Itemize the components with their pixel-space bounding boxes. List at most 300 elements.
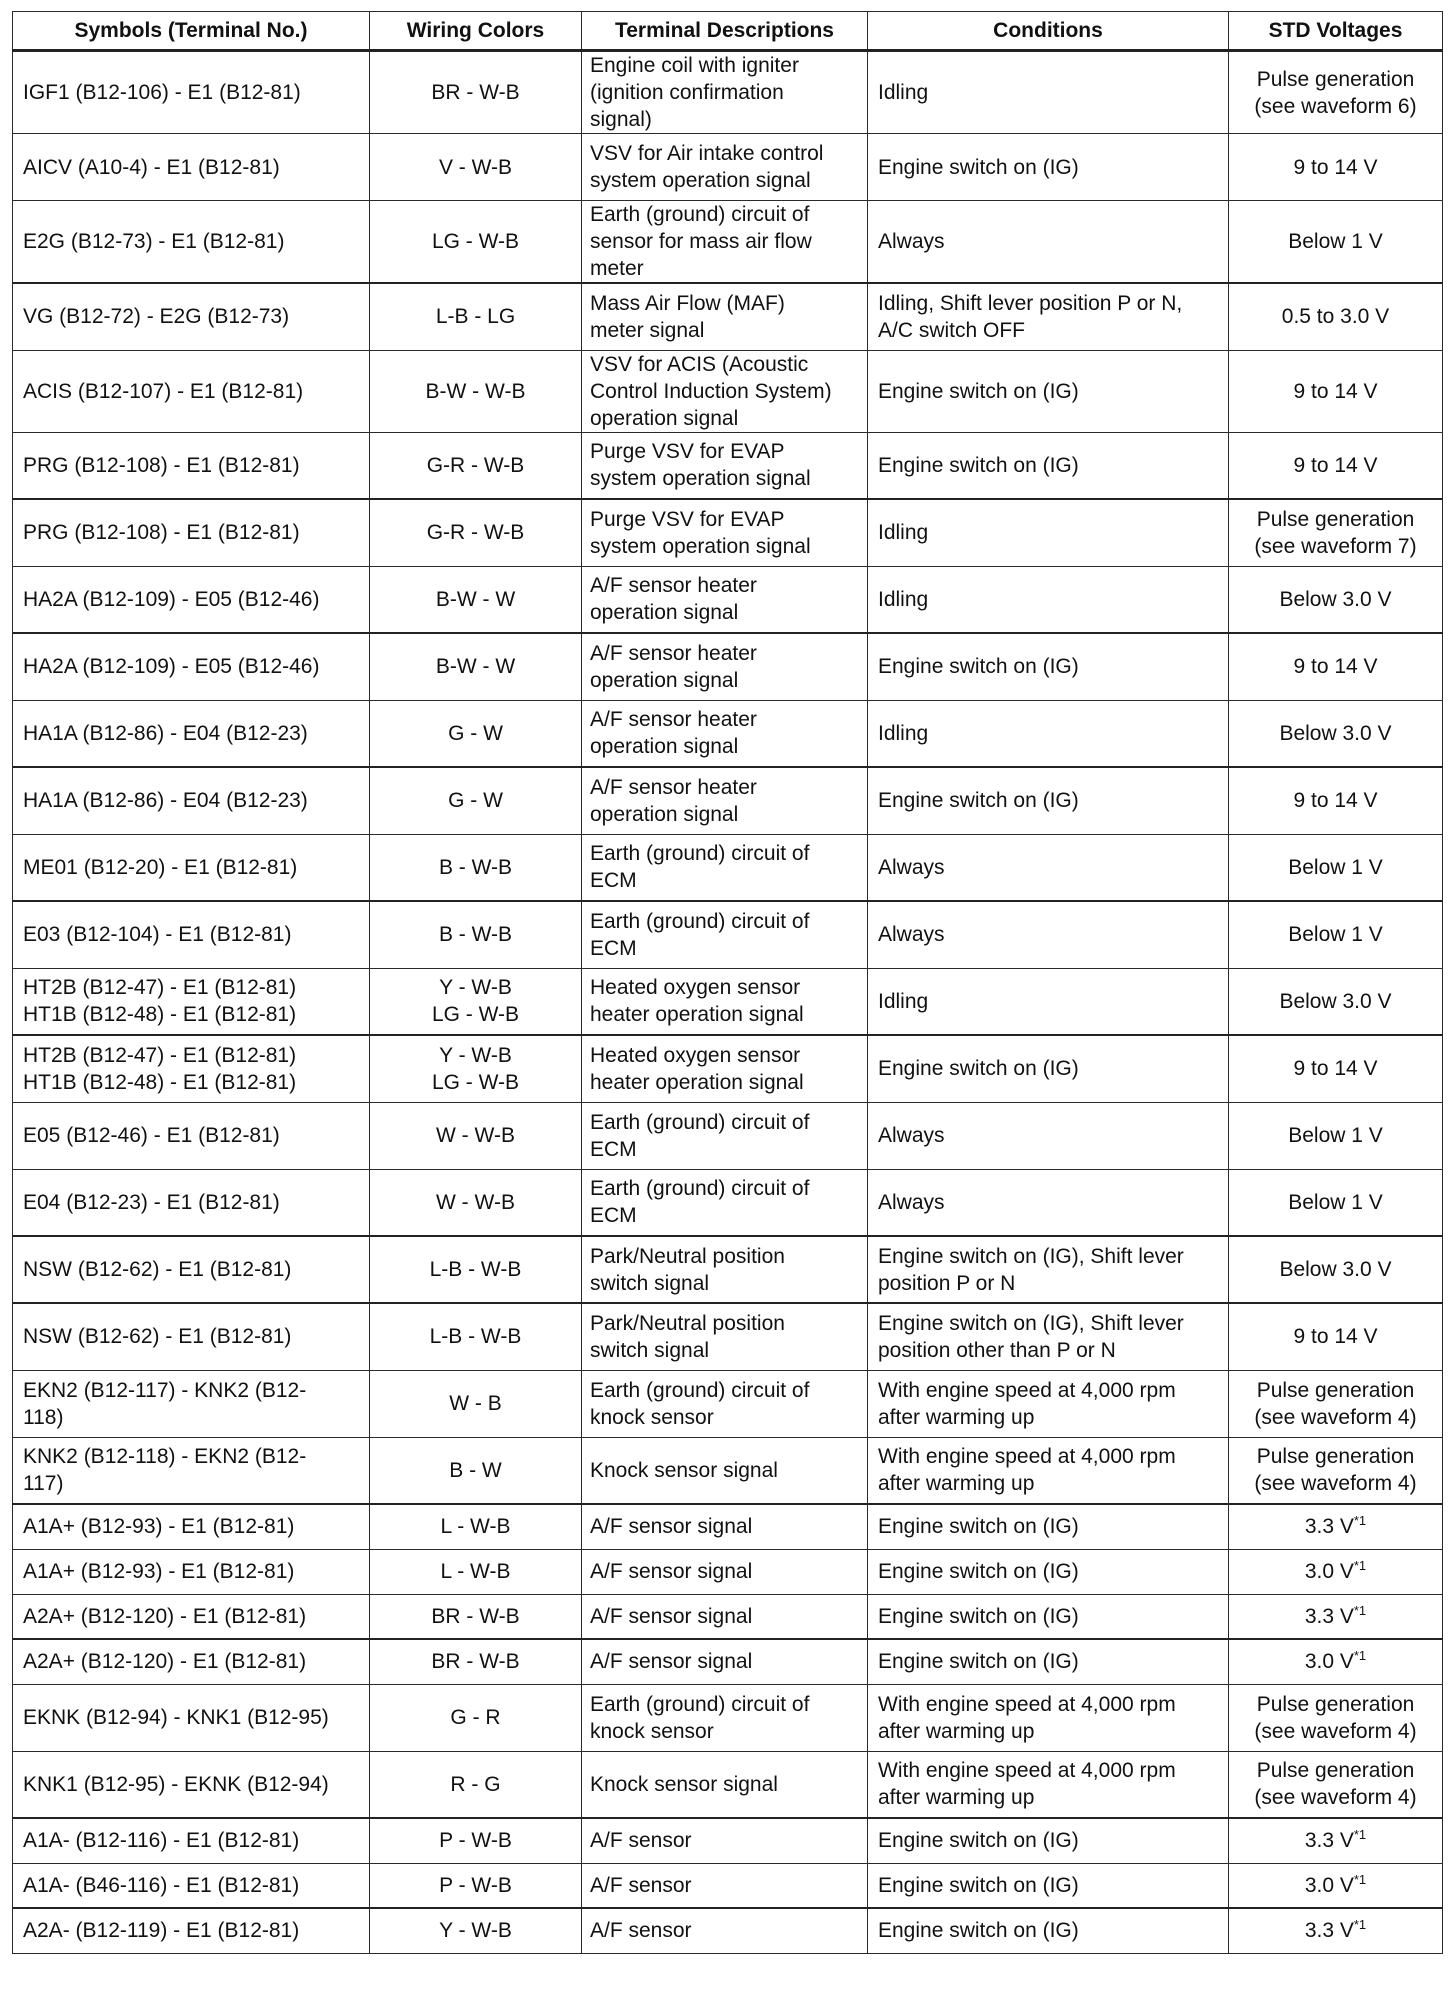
cell-std-voltage bbox=[1229, 968, 1443, 1035]
cell-symbol-line: EKN2 (B12-117) - KNK2 (B12- bbox=[23, 1378, 307, 1402]
cell-conditions-line: after warming up bbox=[878, 1472, 1035, 1496]
cell-std-voltage-line: 0.5 to 3.0 V bbox=[1281, 305, 1390, 329]
cell-symbol bbox=[13, 633, 370, 700]
cell-std-voltage bbox=[1229, 566, 1443, 633]
cell-conditions bbox=[868, 566, 1229, 633]
cell-symbol-line: HA1A (B12-86) - E04 (B12-23) bbox=[23, 721, 308, 745]
cell-wiring-colors bbox=[370, 1594, 582, 1639]
cell-wiring-colors bbox=[370, 1863, 582, 1908]
table-row bbox=[13, 1035, 1443, 1102]
cell-description bbox=[582, 633, 868, 700]
cell-std-voltage bbox=[1229, 1818, 1443, 1863]
cell-conditions bbox=[868, 350, 1229, 432]
cell-symbol bbox=[13, 1169, 370, 1236]
cell-description bbox=[582, 1035, 868, 1102]
cell-description-line: operation signal bbox=[590, 601, 739, 625]
cell-description-line: Purge VSV for EVAP bbox=[590, 507, 785, 531]
table-row bbox=[13, 901, 1443, 968]
cell-conditions bbox=[868, 1751, 1229, 1818]
cell-symbol bbox=[13, 834, 370, 901]
cell-description bbox=[582, 51, 868, 134]
cell-wiring-colors-line: BR - W-B bbox=[431, 81, 520, 104]
cell-wiring-colors-line: Y - W-B bbox=[439, 1043, 512, 1067]
cell-conditions-line: Engine switch on (IG) bbox=[878, 655, 1079, 679]
voltage-value: 3.3 V bbox=[1304, 1515, 1354, 1539]
cell-wiring-colors-line: B-W - W bbox=[435, 587, 516, 611]
cell-description-line: A/F sensor signal bbox=[590, 1650, 753, 1674]
cell-conditions-line: Always bbox=[878, 230, 945, 253]
cell-std-voltage-line: 9 to 14 V bbox=[1293, 379, 1378, 403]
cell-description-line: heater operation signal bbox=[590, 1070, 804, 1094]
cell-wiring-colors-line: BR - W-B bbox=[431, 1604, 520, 1628]
cell-description bbox=[582, 134, 868, 201]
cell-description-line: switch signal bbox=[590, 1271, 710, 1295]
table-row bbox=[13, 1236, 1443, 1303]
cell-symbol bbox=[13, 1684, 370, 1751]
cell-conditions bbox=[868, 1102, 1229, 1169]
cell-std-voltage bbox=[1229, 1303, 1443, 1370]
cell-conditions bbox=[868, 432, 1229, 499]
cell-description bbox=[582, 350, 868, 432]
cell-symbol-line: A2A+ (B12-120) - E1 (B12-81) bbox=[23, 1604, 307, 1628]
cell-wiring-colors bbox=[370, 432, 582, 499]
cell-std-voltage-line: 9 to 14 V bbox=[1293, 453, 1378, 477]
cell-symbol-line: HT1B (B12-48) - E1 (B12-81) bbox=[23, 1003, 297, 1027]
cell-std-voltage bbox=[1229, 901, 1443, 968]
cell-wiring-colors-line: L-B - LG bbox=[435, 305, 516, 329]
cell-conditions-line: A/C switch OFF bbox=[878, 318, 1026, 342]
cell-description bbox=[582, 1303, 868, 1370]
footnote-marker: *1 bbox=[1353, 1513, 1367, 1529]
cell-wiring-colors-line: V - W-B bbox=[438, 155, 513, 179]
cell-symbol bbox=[13, 1549, 370, 1594]
cell-conditions-line: Always bbox=[878, 1190, 945, 1214]
cell-std-voltage bbox=[1229, 1370, 1443, 1437]
cell-conditions-line: Idling bbox=[878, 721, 929, 745]
cell-wiring-colors-line: P - W-B bbox=[439, 1829, 512, 1853]
cell-std-voltage-line: Below 3.0 V bbox=[1279, 721, 1392, 745]
cell-conditions bbox=[868, 1035, 1229, 1102]
cell-std-voltage-line: (see waveform 4) bbox=[1254, 1786, 1417, 1810]
cell-description-line: (ignition confirmation bbox=[590, 81, 784, 104]
cell-wiring-colors-line: LG - W-B bbox=[431, 230, 520, 253]
cell-wiring-colors bbox=[370, 1102, 582, 1169]
cell-std-voltage-line: Pulse generation bbox=[1256, 1378, 1415, 1402]
footnote-marker: *1 bbox=[1353, 1648, 1367, 1664]
cell-description-line: operation signal bbox=[590, 668, 739, 692]
cell-description bbox=[582, 1908, 868, 1953]
cell-conditions bbox=[868, 499, 1229, 566]
cell-symbol-line: KNK2 (B12-118) - EKN2 (B12- bbox=[23, 1445, 307, 1469]
cell-conditions-line: Always bbox=[878, 855, 945, 879]
cell-symbol-line: NSW (B12-62) - E1 (B12-81) bbox=[23, 1325, 292, 1349]
cell-description bbox=[582, 201, 868, 284]
cell-description bbox=[582, 1751, 868, 1818]
table-row bbox=[13, 51, 1443, 134]
cell-description-line: VSV for Air intake control bbox=[590, 142, 824, 165]
cell-std-voltage bbox=[1229, 1639, 1443, 1684]
cell-wiring-colors bbox=[370, 1684, 582, 1751]
cell-description-line: A/F sensor signal bbox=[590, 1604, 753, 1628]
cell-symbol bbox=[13, 700, 370, 767]
cell-description bbox=[582, 1639, 868, 1684]
cell-conditions-line: Idling bbox=[878, 989, 929, 1013]
cell-symbol bbox=[13, 901, 370, 968]
footnote-marker: *1 bbox=[1353, 1917, 1367, 1933]
cell-std-voltage-line bbox=[1239, 1827, 1432, 1854]
cell-std-voltage-line: (see waveform 4) bbox=[1254, 1405, 1417, 1429]
cell-std-voltage-line: Pulse generation bbox=[1256, 67, 1415, 91]
table-row bbox=[13, 834, 1443, 901]
cell-description-line: ECM bbox=[590, 936, 637, 960]
cell-symbol-line: E2G (B12-73) - E1 (B12-81) bbox=[23, 230, 285, 253]
cell-description bbox=[582, 834, 868, 901]
cell-description-line: A/F sensor bbox=[590, 1919, 692, 1943]
cell-symbol-line: PRG (B12-108) - E1 (B12-81) bbox=[23, 453, 300, 477]
table-row bbox=[13, 1751, 1443, 1818]
cell-std-voltage-line bbox=[1239, 1872, 1432, 1899]
cell-std-voltage-line: (see waveform 6) bbox=[1254, 94, 1417, 118]
cell-description bbox=[582, 1236, 868, 1303]
header-symbols: Symbols (Terminal No.) bbox=[13, 12, 370, 51]
cell-wiring-colors bbox=[370, 767, 582, 834]
voltage-value: 3.3 V bbox=[1304, 1604, 1354, 1628]
cell-std-voltage bbox=[1229, 1035, 1443, 1102]
voltage-value: 3.0 V bbox=[1304, 1650, 1354, 1674]
cell-description-line: Earth (ground) circuit of bbox=[590, 909, 810, 933]
cell-conditions-line: Engine switch on (IG) bbox=[878, 1560, 1079, 1583]
cell-std-voltage bbox=[1229, 51, 1443, 134]
cell-description bbox=[582, 432, 868, 499]
cell-std-voltage bbox=[1229, 700, 1443, 767]
table-row bbox=[13, 700, 1443, 767]
cell-symbol bbox=[13, 134, 370, 201]
cell-conditions bbox=[868, 1818, 1229, 1863]
cell-conditions bbox=[868, 283, 1229, 350]
cell-description-line: Knock sensor signal bbox=[590, 1458, 778, 1482]
cell-conditions-line: Engine switch on (IG) bbox=[878, 1829, 1079, 1853]
cell-conditions bbox=[868, 1684, 1229, 1751]
header-wiring-colors: Wiring Colors bbox=[370, 12, 582, 51]
cell-wiring-colors-line: B-W - W bbox=[435, 655, 516, 679]
cell-std-voltage-line: Below 1 V bbox=[1288, 1190, 1383, 1214]
cell-description bbox=[582, 1863, 868, 1908]
cell-symbol-line: KNK1 (B12-95) - EKNK (B12-94) bbox=[23, 1772, 329, 1796]
cell-wiring-colors bbox=[370, 566, 582, 633]
cell-wiring-colors bbox=[370, 1908, 582, 1953]
cell-wiring-colors-line: LG - W-B bbox=[431, 1070, 520, 1094]
table-row bbox=[13, 1303, 1443, 1370]
table-row bbox=[13, 201, 1443, 284]
cell-conditions bbox=[868, 201, 1229, 284]
cell-std-voltage bbox=[1229, 201, 1443, 284]
cell-symbol-line: NSW (B12-62) - E1 (B12-81) bbox=[23, 1258, 292, 1281]
cell-std-voltage bbox=[1229, 1236, 1443, 1303]
cell-wiring-colors bbox=[370, 1236, 582, 1303]
cell-wiring-colors bbox=[370, 350, 582, 432]
cell-conditions bbox=[868, 1908, 1229, 1953]
cell-conditions-line: Always bbox=[878, 1124, 945, 1147]
cell-std-voltage bbox=[1229, 1684, 1443, 1751]
cell-symbol bbox=[13, 1751, 370, 1818]
cell-symbol bbox=[13, 1035, 370, 1102]
table-row bbox=[13, 1594, 1443, 1639]
table-row bbox=[13, 1818, 1443, 1863]
cell-conditions-line: Engine switch on (IG) bbox=[878, 1515, 1079, 1539]
cell-description-line: Earth (ground) circuit of bbox=[590, 1378, 810, 1402]
cell-std-voltage bbox=[1229, 432, 1443, 499]
cell-std-voltage bbox=[1229, 283, 1443, 350]
cell-std-voltage-line: 9 to 14 V bbox=[1293, 655, 1378, 679]
footnote-marker: *1 bbox=[1353, 1871, 1367, 1887]
cell-wiring-colors bbox=[370, 134, 582, 201]
cell-conditions bbox=[868, 1437, 1229, 1504]
cell-wiring-colors bbox=[370, 834, 582, 901]
table-row bbox=[13, 1504, 1443, 1549]
footnote-marker: *1 bbox=[1353, 1602, 1367, 1618]
cell-wiring-colors-line: P - W-B bbox=[439, 1873, 512, 1897]
cell-wiring-colors bbox=[370, 1818, 582, 1863]
cell-description-line: sensor for mass air flow bbox=[590, 230, 812, 253]
cell-description-line: A/F sensor heater bbox=[590, 574, 757, 598]
cell-std-voltage bbox=[1229, 1549, 1443, 1594]
cell-symbol-line: A1A+ (B12-93) - E1 (B12-81) bbox=[23, 1515, 295, 1539]
cell-description-line: system operation signal bbox=[590, 467, 811, 491]
cell-description bbox=[582, 700, 868, 767]
voltage-value: 3.0 V bbox=[1304, 1560, 1354, 1583]
cell-std-voltage bbox=[1229, 1908, 1443, 1953]
cell-description-line: operation signal bbox=[590, 802, 739, 826]
cell-wiring-colors-line: Y - W-B bbox=[439, 1919, 512, 1943]
cell-wiring-colors-line: W - W-B bbox=[436, 1190, 515, 1214]
cell-symbol-line: 118) bbox=[23, 1405, 64, 1429]
cell-description-line: Earth (ground) circuit of bbox=[590, 1177, 810, 1201]
cell-wiring-colors bbox=[370, 1549, 582, 1594]
cell-std-voltage-line bbox=[1239, 1513, 1432, 1540]
cell-description-line: knock sensor bbox=[590, 1719, 714, 1743]
cell-symbol-line: A1A- (B46-116) - E1 (B12-81) bbox=[23, 1873, 300, 1897]
cell-conditions bbox=[868, 1594, 1229, 1639]
cell-conditions-line: Engine switch on (IG), Shift lever bbox=[878, 1244, 1184, 1268]
cell-description bbox=[582, 499, 868, 566]
cell-description-line: A/F sensor bbox=[590, 1829, 692, 1853]
cell-conditions-line: Engine switch on (IG) bbox=[878, 1057, 1079, 1081]
cell-description-line: Purge VSV for EVAP bbox=[590, 440, 785, 464]
cell-std-voltage-line bbox=[1239, 1558, 1432, 1585]
cell-symbol-line: ME01 (B12-20) - E1 (B12-81) bbox=[23, 855, 298, 879]
cell-symbol-line: AICV (A10-4) - E1 (B12-81) bbox=[23, 155, 280, 179]
cell-std-voltage-line: Below 3.0 V bbox=[1279, 989, 1392, 1013]
voltage-value: 3.3 V bbox=[1304, 1829, 1354, 1853]
cell-std-voltage bbox=[1229, 1437, 1443, 1504]
cell-description-line: ECM bbox=[590, 869, 637, 893]
cell-conditions bbox=[868, 633, 1229, 700]
cell-conditions bbox=[868, 1504, 1229, 1549]
cell-wiring-colors-line: R - G bbox=[450, 1772, 501, 1796]
cell-std-voltage-line bbox=[1239, 1603, 1432, 1630]
cell-description bbox=[582, 566, 868, 633]
cell-description-line: ECM bbox=[590, 1137, 637, 1161]
footnote-marker: *1 bbox=[1353, 1558, 1367, 1573]
cell-wiring-colors bbox=[370, 968, 582, 1035]
cell-std-voltage-line: Pulse generation bbox=[1256, 507, 1415, 531]
cell-description-line: switch signal bbox=[590, 1338, 710, 1362]
cell-std-voltage-line bbox=[1239, 1648, 1432, 1675]
cell-std-voltage bbox=[1229, 633, 1443, 700]
cell-description-line: operation signal bbox=[590, 735, 739, 759]
cell-symbol-line: ACIS (B12-107) - E1 (B12-81) bbox=[23, 379, 304, 403]
cell-symbol-line: PRG (B12-108) - E1 (B12-81) bbox=[23, 521, 300, 545]
cell-description bbox=[582, 1370, 868, 1437]
cell-description-line: Heated oxygen sensor bbox=[590, 976, 801, 1000]
cell-description-line: Heated oxygen sensor bbox=[590, 1043, 801, 1067]
voltage-value: 3.0 V bbox=[1304, 1873, 1354, 1897]
cell-symbol-line: A2A- (B12-119) - E1 (B12-81) bbox=[23, 1919, 300, 1943]
cell-description-line: VSV for ACIS (Acoustic bbox=[590, 352, 809, 376]
table-row bbox=[13, 1437, 1443, 1504]
cell-wiring-colors bbox=[370, 283, 582, 350]
cell-conditions bbox=[868, 134, 1229, 201]
cell-conditions-line: Engine switch on (IG) bbox=[878, 1919, 1079, 1943]
cell-symbol-line: E05 (B12-46) - E1 (B12-81) bbox=[23, 1124, 280, 1147]
cell-conditions bbox=[868, 1169, 1229, 1236]
table-row bbox=[13, 633, 1443, 700]
cell-description-line: Control Induction System) bbox=[590, 379, 832, 403]
cell-description-line: meter signal bbox=[590, 318, 705, 342]
cell-conditions bbox=[868, 1549, 1229, 1594]
cell-std-voltage-line: 9 to 14 V bbox=[1293, 1057, 1378, 1081]
table-row bbox=[13, 1684, 1443, 1751]
header-conditions: Conditions bbox=[868, 12, 1229, 51]
cell-symbol bbox=[13, 1303, 370, 1370]
cell-description-line: Mass Air Flow (MAF) bbox=[590, 291, 785, 315]
cell-symbol-line: E03 (B12-104) - E1 (B12-81) bbox=[23, 923, 292, 947]
cell-description-line: A/F sensor heater bbox=[590, 775, 757, 799]
cell-conditions-line: Engine switch on (IG) bbox=[878, 379, 1079, 403]
cell-conditions bbox=[868, 700, 1229, 767]
cell-std-voltage-line: Below 1 V bbox=[1288, 230, 1383, 253]
cell-wiring-colors-line: B - W bbox=[449, 1458, 502, 1482]
cell-conditions bbox=[868, 968, 1229, 1035]
cell-symbol bbox=[13, 51, 370, 134]
cell-wiring-colors-line: B - W-B bbox=[438, 923, 513, 947]
cell-description bbox=[582, 1169, 868, 1236]
cell-wiring-colors-line: L - W-B bbox=[440, 1515, 511, 1539]
table-row bbox=[13, 566, 1443, 633]
cell-conditions bbox=[868, 1236, 1229, 1303]
cell-symbol bbox=[13, 566, 370, 633]
cell-description bbox=[582, 1684, 868, 1751]
cell-description-line: Park/Neutral position bbox=[590, 1244, 785, 1268]
table-row bbox=[13, 1908, 1443, 1953]
terminal-voltage-sheet bbox=[12, 11, 1442, 1954]
cell-conditions-line: Engine switch on (IG) bbox=[878, 1650, 1079, 1674]
cell-conditions-line: Idling bbox=[878, 587, 929, 611]
cell-description-line: Knock sensor signal bbox=[590, 1772, 778, 1796]
cell-wiring-colors bbox=[370, 1169, 582, 1236]
cell-conditions-line: Always bbox=[878, 923, 945, 947]
cell-std-voltage-line: (see waveform 4) bbox=[1254, 1719, 1417, 1743]
cell-symbol-line: HA1A (B12-86) - E04 (B12-23) bbox=[23, 789, 308, 813]
cell-symbol bbox=[13, 432, 370, 499]
cell-conditions-line: With engine speed at 4,000 rpm bbox=[878, 1759, 1176, 1783]
cell-std-voltage-line: Below 3.0 V bbox=[1279, 587, 1392, 611]
cell-std-voltage bbox=[1229, 1169, 1443, 1236]
cell-symbol bbox=[13, 350, 370, 432]
cell-std-voltage bbox=[1229, 1504, 1443, 1549]
cell-wiring-colors-line: L-B - W-B bbox=[429, 1258, 522, 1281]
cell-symbol bbox=[13, 1863, 370, 1908]
table-row bbox=[13, 1549, 1443, 1594]
cell-symbol bbox=[13, 1818, 370, 1863]
cell-std-voltage-line: (see waveform 7) bbox=[1254, 534, 1417, 558]
cell-description bbox=[582, 1437, 868, 1504]
cell-conditions bbox=[868, 1639, 1229, 1684]
cell-symbol bbox=[13, 1594, 370, 1639]
cell-description-line: A/F sensor heater bbox=[590, 641, 757, 665]
cell-symbol-line: EKNK (B12-94) - KNK1 (B12-95) bbox=[23, 1706, 329, 1729]
cell-symbol-line: IGF1 (B12-106) - E1 (B12-81) bbox=[23, 81, 301, 104]
cell-symbol bbox=[13, 1639, 370, 1684]
cell-std-voltage-line: Below 3.0 V bbox=[1279, 1258, 1392, 1281]
cell-symbol-line: 117) bbox=[23, 1472, 64, 1496]
table-row bbox=[13, 968, 1443, 1035]
cell-conditions-line: Engine switch on (IG) bbox=[878, 1604, 1079, 1628]
cell-wiring-colors bbox=[370, 1751, 582, 1818]
cell-description-line: system operation signal bbox=[590, 169, 811, 192]
cell-wiring-colors bbox=[370, 901, 582, 968]
cell-description-line: ECM bbox=[590, 1204, 637, 1228]
cell-conditions-line: after warming up bbox=[878, 1719, 1035, 1743]
cell-conditions-line: position P or N bbox=[878, 1271, 1016, 1295]
cell-description-line: A/F sensor signal bbox=[590, 1515, 753, 1539]
cell-symbol-line: A1A+ (B12-93) - E1 (B12-81) bbox=[23, 1560, 295, 1583]
cell-conditions-line: after warming up bbox=[878, 1786, 1035, 1810]
cell-conditions bbox=[868, 1863, 1229, 1908]
cell-conditions bbox=[868, 901, 1229, 968]
terminal-voltage-table bbox=[12, 11, 1443, 1954]
cell-description bbox=[582, 1549, 868, 1594]
cell-description-line: knock sensor bbox=[590, 1405, 714, 1429]
cell-wiring-colors-line: Y - W-B bbox=[439, 976, 512, 1000]
cell-wiring-colors-line: G - W bbox=[448, 721, 503, 745]
cell-std-voltage-line: 9 to 14 V bbox=[1293, 1325, 1378, 1349]
cell-std-voltage-line: (see waveform 4) bbox=[1254, 1472, 1417, 1496]
cell-conditions bbox=[868, 1303, 1229, 1370]
voltage-value: 3.3 V bbox=[1304, 1919, 1354, 1943]
cell-conditions-line: With engine speed at 4,000 rpm bbox=[878, 1692, 1176, 1716]
cell-symbol bbox=[13, 1908, 370, 1953]
cell-wiring-colors-line: L-B - W-B bbox=[429, 1325, 522, 1349]
cell-symbol bbox=[13, 283, 370, 350]
cell-description-line: meter bbox=[590, 257, 644, 280]
cell-symbol-line: E04 (B12-23) - E1 (B12-81) bbox=[23, 1190, 280, 1214]
cell-description bbox=[582, 767, 868, 834]
cell-description-line: heater operation signal bbox=[590, 1003, 804, 1027]
cell-description-line: operation signal bbox=[590, 406, 739, 430]
footnote-marker: *1 bbox=[1353, 1827, 1367, 1843]
cell-description-line: Earth (ground) circuit of bbox=[590, 1692, 810, 1716]
cell-description-line: Engine coil with igniter bbox=[590, 54, 799, 77]
header-terminal-descriptions: Terminal Descriptions bbox=[582, 12, 868, 51]
table-row bbox=[13, 432, 1443, 499]
cell-description bbox=[582, 1102, 868, 1169]
cell-wiring-colors bbox=[370, 51, 582, 134]
cell-std-voltage-line: 9 to 14 V bbox=[1293, 789, 1378, 813]
cell-std-voltage bbox=[1229, 834, 1443, 901]
table-row bbox=[13, 1169, 1443, 1236]
cell-wiring-colors bbox=[370, 201, 582, 284]
